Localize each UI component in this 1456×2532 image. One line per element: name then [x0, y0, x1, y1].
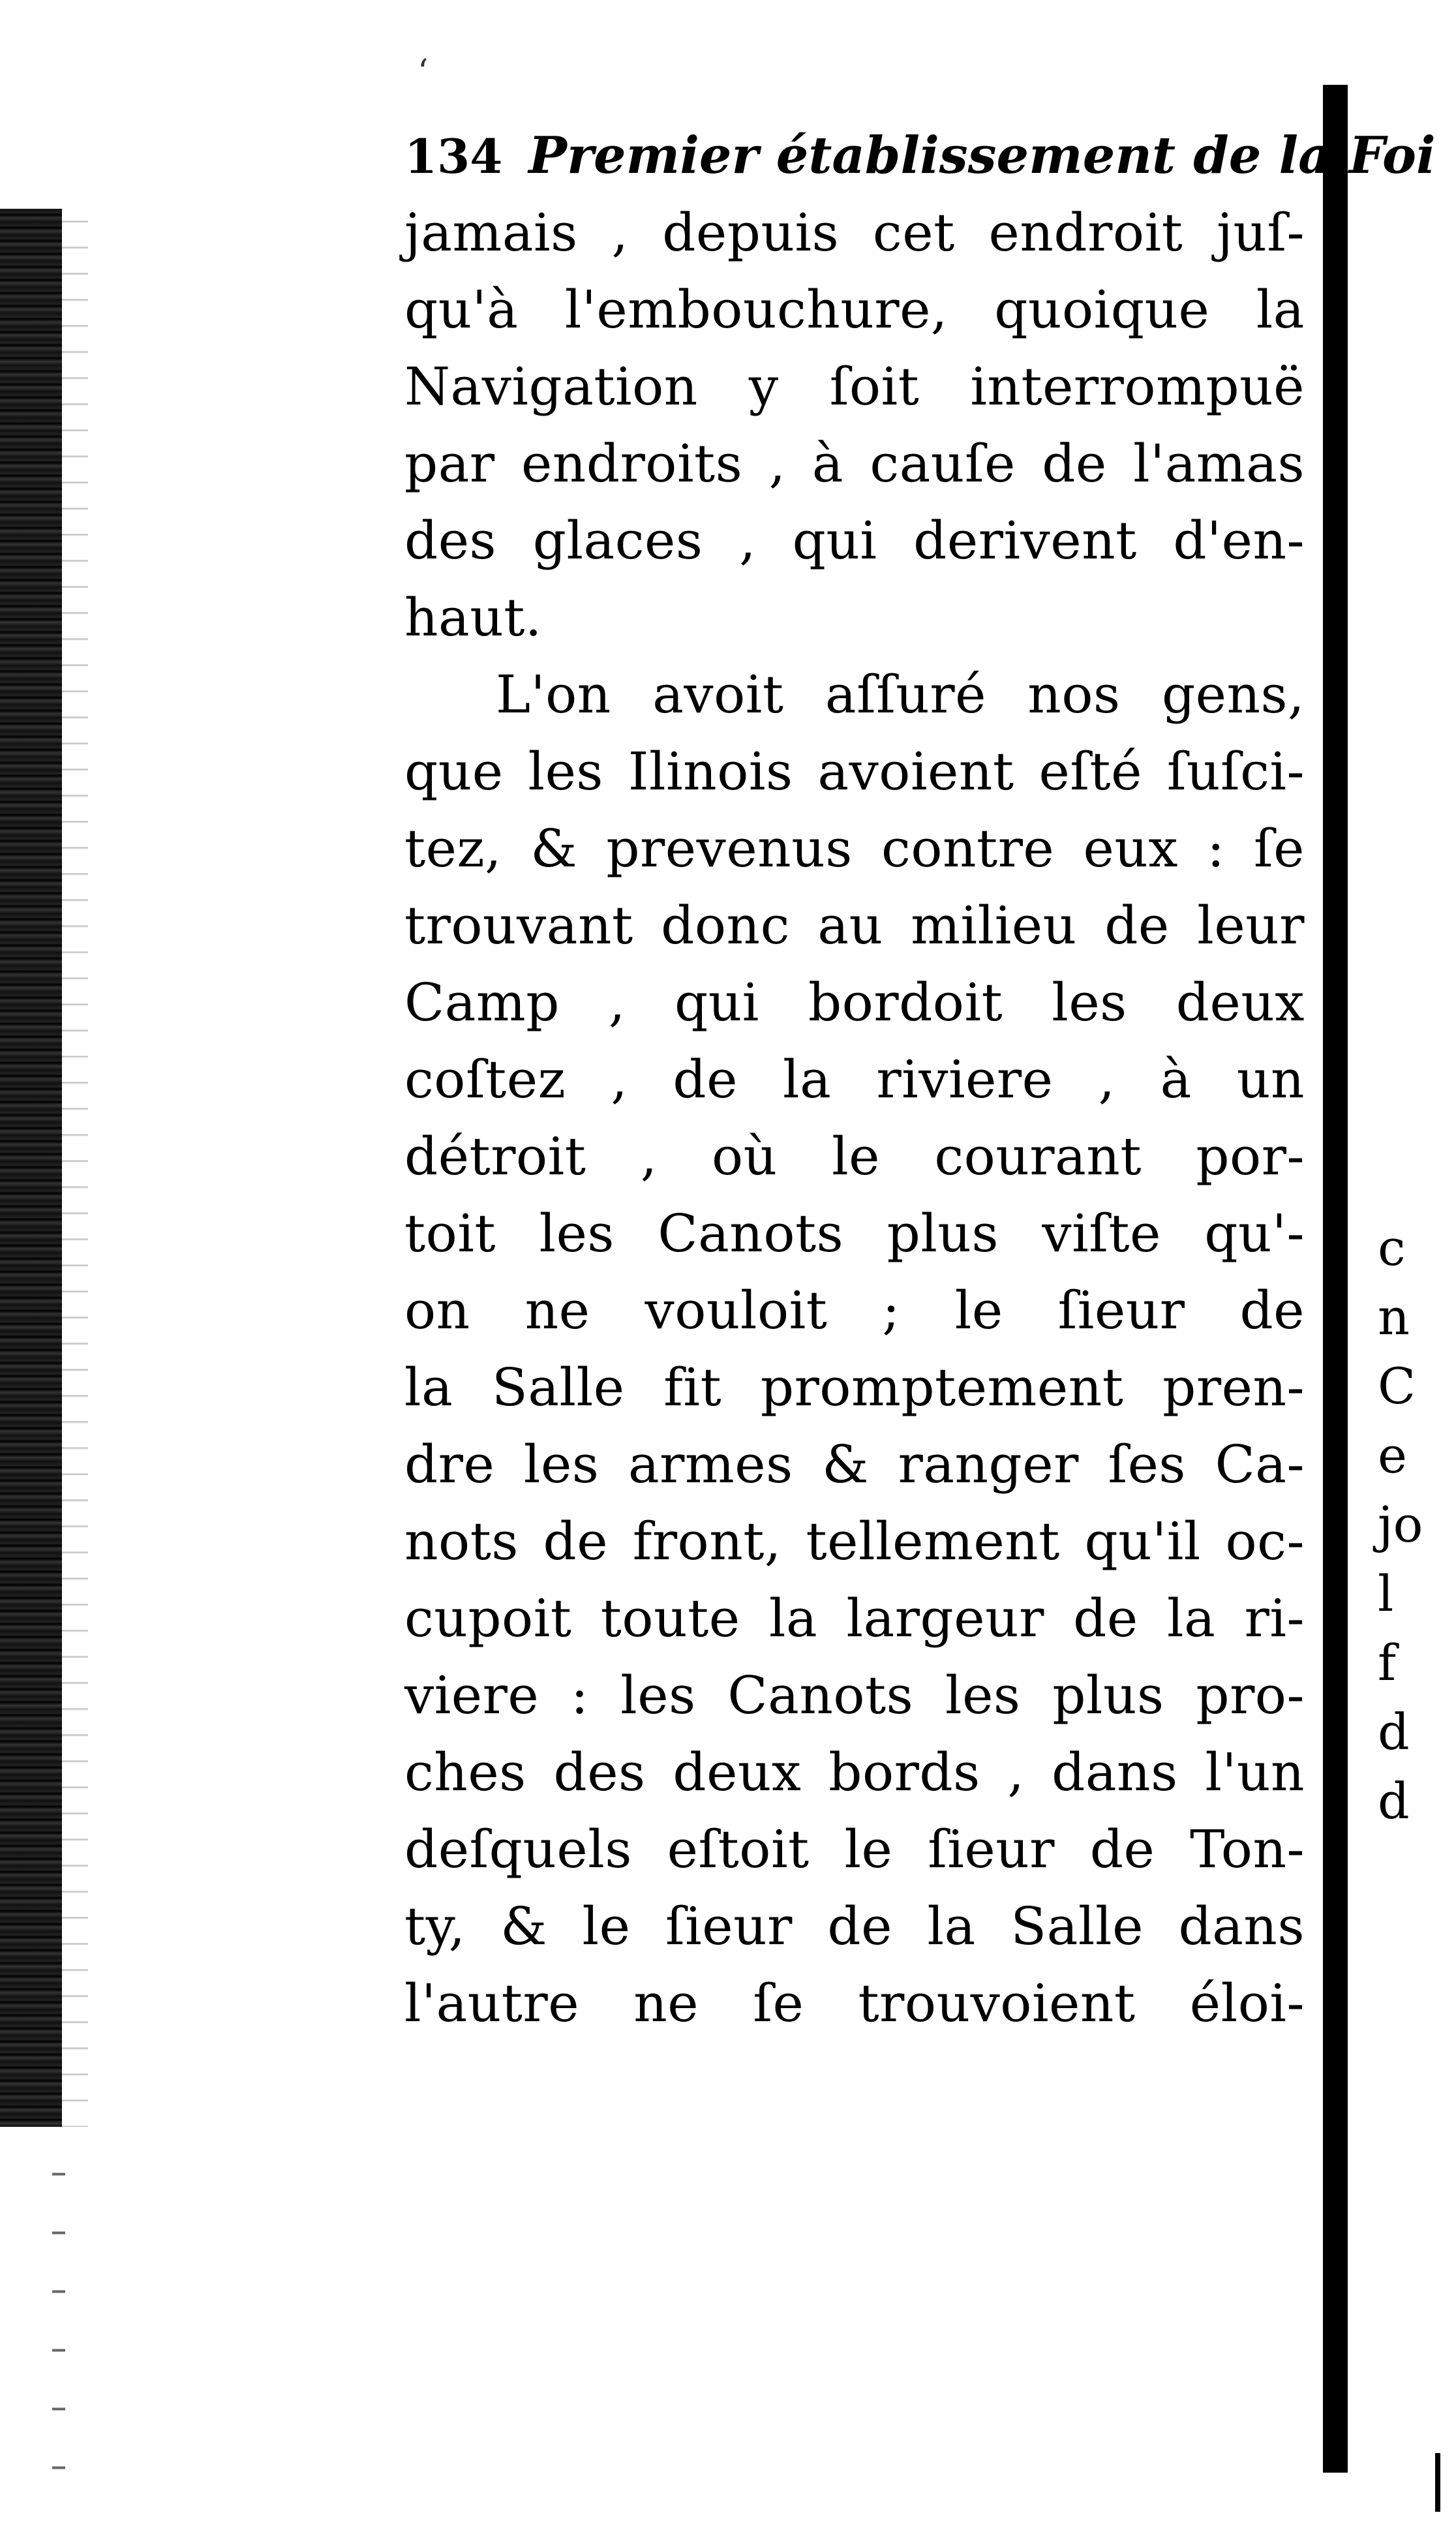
text-line: Camp , qui bordoit les deux [404, 972, 1305, 1033]
page-number: 134 [404, 129, 503, 184]
text-line: l'autre ne ſe trouvoient éloi- [404, 1973, 1305, 2034]
text-line: ty, & le ſieur de la Salle dans [404, 1896, 1305, 1957]
facing-page-line: l [1378, 1564, 1394, 1623]
facing-page-line: jo [1378, 1495, 1423, 1553]
scan-edge-mark [1435, 2453, 1440, 2512]
text-line: toit les Canots plus viſte qu'- [404, 1203, 1305, 1264]
text-line: que les Ilinois avoient eſté ſuſci- [404, 741, 1305, 802]
facing-page-fragment [1378, 1213, 1456, 1836]
facing-page-line: f [1378, 1634, 1397, 1692]
text-line: par endroits , à cauſe de l'amas [404, 433, 1305, 494]
scan-binding-shadow [0, 209, 62, 2127]
text-line: dre les armes & ranger ſes Ca- [404, 1434, 1305, 1495]
text-line: L'on avoit aſſuré nos gens, [496, 664, 1305, 725]
scan-noise [52, 2146, 65, 2512]
facing-page-line: n [1378, 1288, 1410, 1346]
facing-page-line: C [1378, 1357, 1416, 1415]
text-line: qu'à l'embouchure, quoique la [404, 279, 1305, 340]
text-line: détroit , où le courant por- [404, 1126, 1305, 1187]
paragraph-2 [404, 656, 1305, 2042]
running-head-title: Premier établissement de la Foi [528, 126, 1436, 185]
text-line: coſtez , de la riviere , à un [404, 1049, 1305, 1110]
text-line: jamais , depuis cet endroit juſ- [404, 202, 1305, 263]
text-line: ches des deux bords , dans l'un [404, 1742, 1305, 1803]
paragraph-1 [404, 194, 1305, 656]
text-line: haut. [404, 587, 542, 648]
scan-mark: ‘ [417, 53, 429, 92]
facing-page-line: c [1378, 1219, 1406, 1277]
text-line: nots de front, tellement qu'il oc- [404, 1511, 1305, 1572]
text-line: viere : les Canots les plus pro- [404, 1665, 1305, 1726]
facing-page-line: e [1378, 1426, 1407, 1484]
scan-binding-speckle [62, 209, 88, 2127]
text-line: cupoit toute la largeur de la ri- [404, 1588, 1305, 1649]
text-line: trouvant donc au milieu de leur [404, 895, 1305, 956]
text-line: tez, & prevenus contre eux : ſe [404, 818, 1305, 879]
text-line: on ne vouloit ; le ſieur de [404, 1280, 1305, 1341]
running-head [404, 117, 1436, 194]
text-line: la Salle fit promptement pren- [404, 1357, 1305, 1418]
text-line: des glaces , qui derivent d'en- [404, 510, 1305, 571]
page-gutter-bar [1323, 85, 1348, 2473]
facing-page-line: d [1378, 1703, 1410, 1761]
text-line: Navigation y ſoit interrompuë [404, 356, 1305, 417]
text-line: deſquels eſtoit le ſieur de Ton- [404, 1819, 1305, 1880]
facing-page-line: d [1378, 1772, 1410, 1830]
